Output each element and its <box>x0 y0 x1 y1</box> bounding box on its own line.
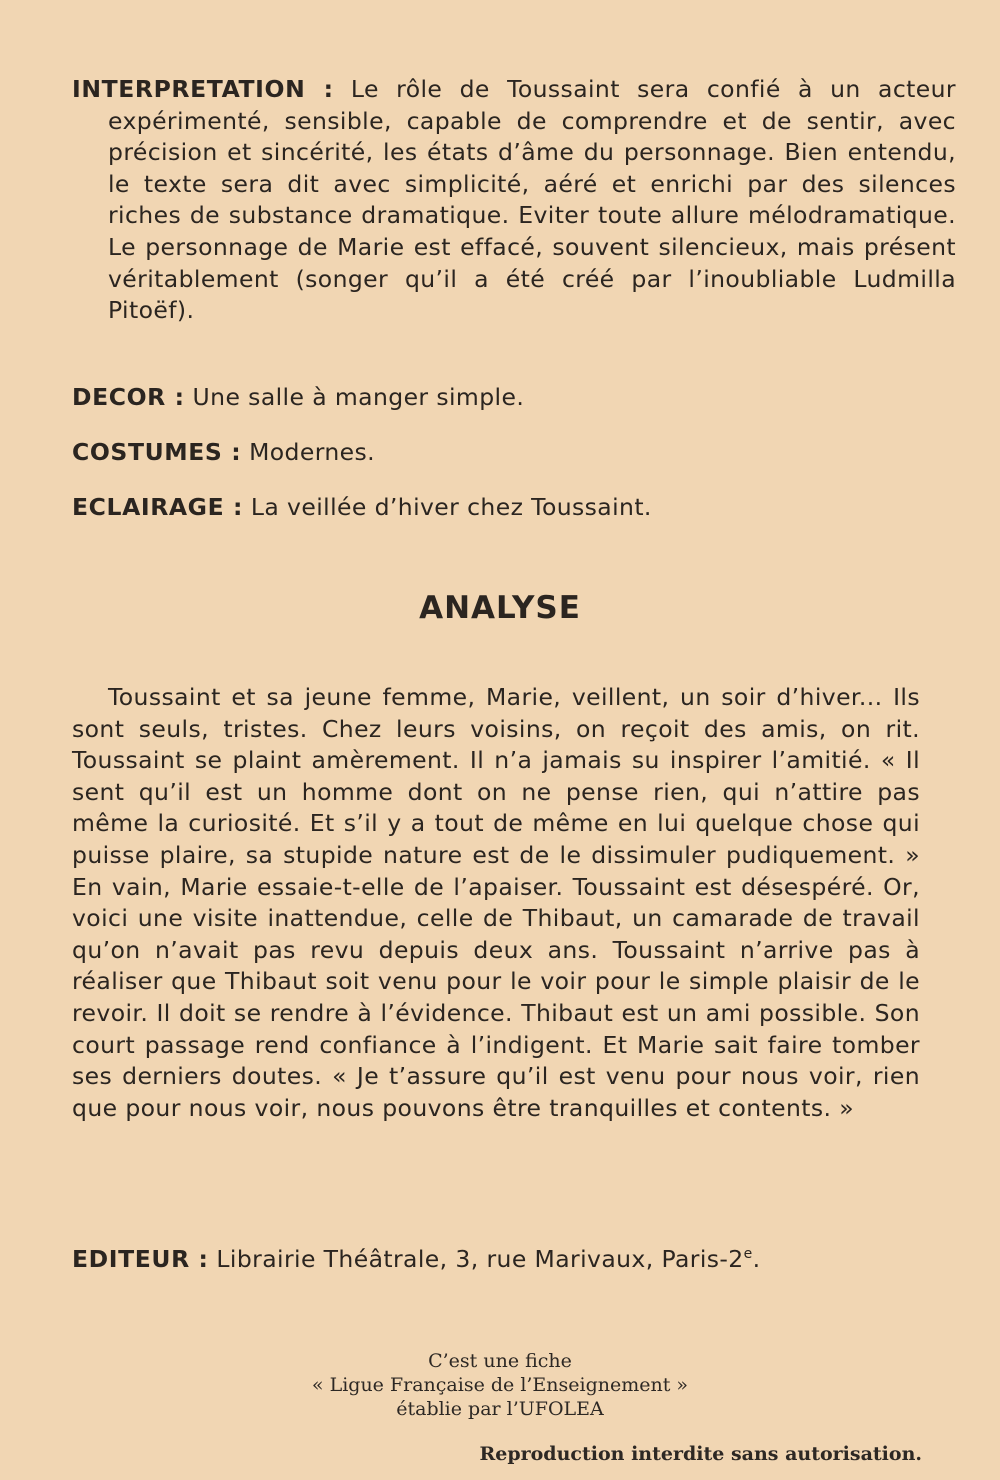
analyse-text: Toussaint et sa jeune femme, Marie, veillent, un soir d’hiver... Ils sont seuls, tristes. Chez leurs voisins, on reçoit des amis, on rit. Toussaint se plaint amèrement. Il n’a jamais su inspirer l’amitié. « Il sent qu’il est un homme dont on ne pense rien, qui n’attire pas même la curiosité. Et s’il y a tout de même en lui quelque chose qui puisse plaire, sa stupide nature est de le dissimuler pudiquement. » En vain, Marie essaie-t-elle de l’apaiser. Toussaint est désespéré. Or, voici une visite inattendue, celle de Thibaut, un camarade de travail qu’on n’avait pas revu depuis deux ans. Toussaint n’arrive pas à réaliser que Thibaut soit venu pour le voir pour le simple plaisir de le revoir. Il doit se rendre à l’évidence. Thibaut est un ami possible. Son court passage rend confiance à l’indigent. Et Marie sait faire tomber ses derniers doutes. « Je t’assure qu’il est venu pour nous voir, rien que pour nous voir, nous pouvons être tranquilles et contents. » <box>72 683 920 1122</box>
decor-section <box>72 383 524 411</box>
costumes-text: Modernes. <box>249 438 376 466</box>
decor-text: Une salle à manger simple. <box>192 383 525 411</box>
decor-label: DECOR : <box>72 383 185 411</box>
eclairage-text: La veillée d’hiver chez Toussaint. <box>250 493 652 521</box>
footer-line-1: C’est une fiche <box>428 1350 572 1372</box>
interpretation-label: INTERPRETATION : <box>72 75 334 103</box>
editeur-superscript: e <box>743 1246 753 1263</box>
editeur-section <box>72 1245 761 1273</box>
editeur-text: Librairie Théâtrale, 3, rue Marivaux, Paris-2 <box>216 1245 744 1273</box>
costumes-label: COSTUMES : <box>72 438 242 466</box>
interpretation-text: Le rôle de Toussaint sera confié à un acteur expérimenté, sensible, capable de comprendre et de sentir, avec précision et sincérité, les états d’âme du personnage. Bien entendu, le texte sera dit avec simplicité, aéré et enrichi par des silences riches de substance dramatique. Eviter toute allure mélodramatique. Le personnage de Marie est effacé, souvent silencieux, mais présent véritablement (songer qu’il a été créé par l’inoubliable Ludmilla Pitoëf). <box>108 75 956 325</box>
costumes-section <box>72 438 375 466</box>
reproduction-notice: Reproduction interdite sans autorisation. <box>479 1443 922 1465</box>
eclairage-label: ECLAIRAGE : <box>72 493 244 521</box>
editeur-end: . <box>752 1245 761 1273</box>
footer-line-2: « Ligue Française de l’Enseignement » <box>311 1374 689 1396</box>
analyse-title: ANALYSE <box>419 590 581 626</box>
footer-line-3: établie par l’UFOLEA <box>396 1398 604 1420</box>
eclairage-section <box>72 493 652 521</box>
editeur-label: EDITEUR : <box>72 1245 209 1273</box>
interpretation-section <box>72 74 956 327</box>
